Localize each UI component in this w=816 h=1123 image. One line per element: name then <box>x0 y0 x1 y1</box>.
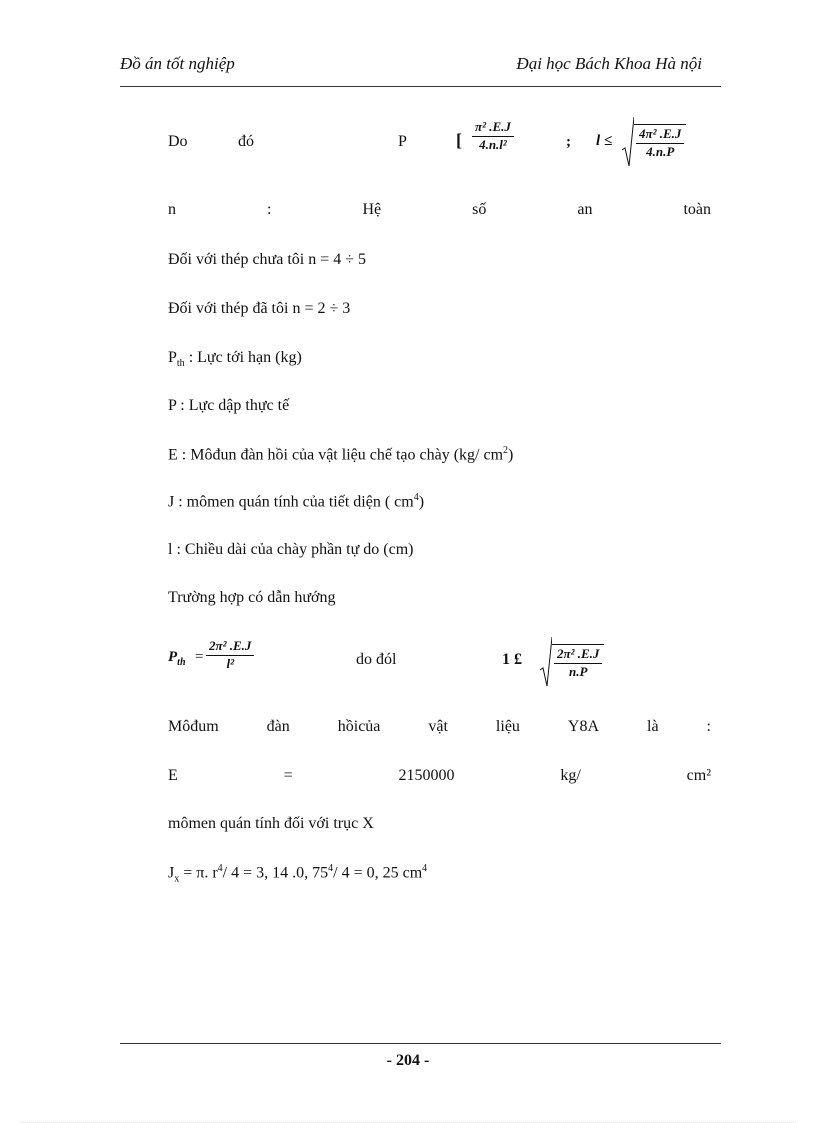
safety-factor-word: an <box>577 201 593 218</box>
header-right-title: Đại học Bách Khoa Hà nội <box>516 54 702 73</box>
formula-2-l-sym: 1 £ <box>502 651 522 668</box>
formula-1-radicand-numerator: 4π² .E.J <box>636 127 684 144</box>
sqrt-sign-icon <box>622 116 634 168</box>
jx-exponent-1: 4 <box>217 863 223 874</box>
safety-factor-word: số <box>472 201 487 218</box>
modulus-word: vật <box>428 718 448 735</box>
safety-factor-word: Hệ <box>362 201 382 218</box>
formula-1-do-word: đó <box>238 133 254 150</box>
modulus-value-line <box>168 767 711 785</box>
actual-force-line: P : Lực dập thực tế <box>168 397 290 414</box>
formula-1-fraction <box>472 120 514 153</box>
formula-1-numerator: π² .E.J <box>472 120 514 137</box>
inertia-definition-text: J : mômen quán tính của tiết diện ( cm <box>168 493 414 511</box>
guided-case-line: Trường hợp có dẫn hướng <box>168 589 336 606</box>
formula-1-separator: ; <box>566 134 571 150</box>
pth-subscript: th <box>176 358 185 370</box>
modulus-value-token: kg/ <box>560 767 581 784</box>
modulus-definition-line <box>168 445 513 464</box>
jx-symbol: J <box>168 864 175 882</box>
formula-2-fraction <box>206 639 254 672</box>
inertia-title-line: mômen quán tính đối với trục X <box>168 815 374 832</box>
length-definition-line: l : Chiều dài của chày phần tự do (cm) <box>168 541 414 558</box>
modulus-word: : <box>706 718 711 735</box>
formula-2-lhs <box>168 649 186 668</box>
header-left-title: Đồ án tốt nghiệp <box>120 54 235 73</box>
modulus-unit-exponent: 2 <box>503 445 509 456</box>
formula-2-numerator: 2π² .E.J <box>206 639 254 656</box>
modulus-word: liệu <box>495 718 520 735</box>
inertia-unit-exponent: 4 <box>413 492 419 503</box>
modulus-definition-text: E : Môđun đàn hồi của vật liệu chế tạo chày (kg/ cm <box>168 446 504 464</box>
formula-1-p: P <box>398 133 407 150</box>
modulus-word: là <box>647 718 659 735</box>
formula-1-l-le: l ≤ <box>596 133 613 149</box>
modulus-word: Y8A <box>567 718 600 735</box>
formula-1-radicand-denominator: 4.n.P <box>646 144 675 159</box>
jx-part-1: = π. r <box>179 864 218 882</box>
modulus-value-token: cm² <box>686 767 711 784</box>
critical-force-line <box>168 349 302 369</box>
modulus-value-token: 2150000 <box>398 767 455 784</box>
header-rule <box>120 86 721 87</box>
formula-2-denominator: l² <box>226 655 234 671</box>
jx-formula-line <box>168 863 427 885</box>
formula-2-equals: = <box>195 649 204 665</box>
jx-exponent-2: 4 <box>328 863 334 874</box>
safety-factor-word: toàn <box>683 201 711 218</box>
formula-2-radicand-numerator: 2π² .E.J <box>554 647 602 664</box>
critical-force-text: : Lực tới hạn (kg) <box>184 349 302 366</box>
pth-symbol: P <box>168 349 177 366</box>
unhardened-steel-line: Đối với thép chưa tôi n = 4 ÷ 5 <box>168 251 367 268</box>
formula-1-denominator: 4.n.l² <box>479 136 507 152</box>
page-number: - 204 - <box>386 1052 430 1069</box>
hardened-steel-line: Đối với thép đã tôi n = 2 ÷ 3 <box>168 300 351 317</box>
modulus-definition-close: ) <box>508 446 514 464</box>
formula-1-bracket: [ <box>456 130 462 150</box>
formula-2-p: P <box>168 649 178 665</box>
formula-1-sqrt <box>622 116 686 168</box>
jx-exponent-3: 4 <box>422 863 428 874</box>
jx-part-3: / 4 = 0, 25 cm <box>333 864 423 882</box>
formula-1-do: Do <box>168 133 188 150</box>
inertia-definition-close: ) <box>418 493 425 511</box>
formula-2-radicand-denominator: n.P <box>569 664 588 679</box>
formula-2-subscript: th <box>177 657 186 668</box>
formula-2-sqrt <box>540 636 604 688</box>
safety-factor-line <box>168 201 711 219</box>
safety-factor-word: n <box>168 201 176 218</box>
sqrt-sign-icon <box>540 636 552 688</box>
jx-part-2: / 4 = 3, 14 .0, 75 <box>222 864 329 882</box>
safety-factor-word: : <box>267 201 272 218</box>
modulus-value-token: = <box>283 767 293 784</box>
footer-rule <box>120 1043 721 1044</box>
jx-subscript: x <box>174 873 180 885</box>
modulus-value-token: E <box>168 767 178 784</box>
modulus-word: hồicủa <box>337 718 381 735</box>
modulus-y8a-line <box>168 718 711 736</box>
inertia-definition-line <box>168 492 424 511</box>
modulus-word: Môđum <box>168 718 219 735</box>
formula-2-do-dol: do đól <box>356 651 397 668</box>
modulus-word: đàn <box>266 718 290 735</box>
